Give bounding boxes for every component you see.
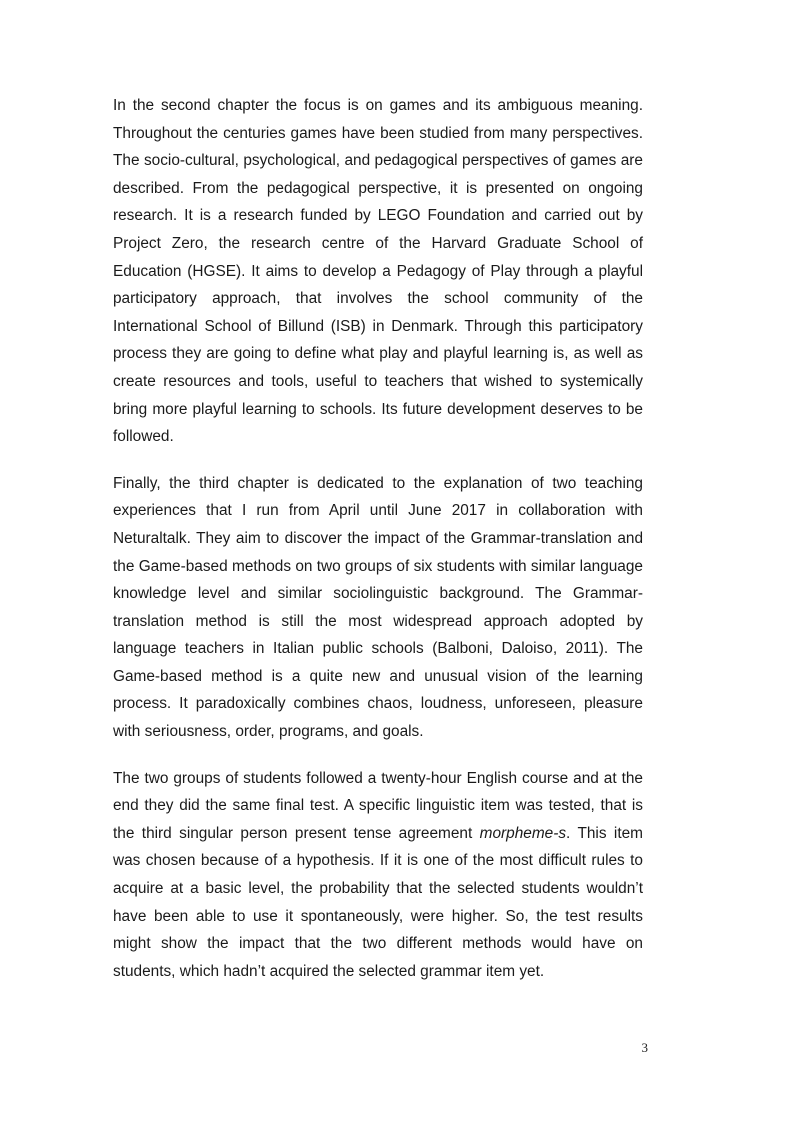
paragraph-test-description — [113, 765, 643, 986]
italic-term: morpheme-s — [479, 824, 567, 842]
page-number: 3 — [641, 1040, 648, 1055]
paragraph-text-after: . This item was chosen because of a hypothesis. If it is one of the most difficult rules to acquire at a basic level, the probability that the selected students wouldn’t have been able to use it spontaneously, were higher. So, the test results might show the impact that the two different methods would have on students, which hadn’t acquired the selected grammar item yet. — [113, 824, 643, 980]
paragraph-third-chapter: Finally, the third chapter is dedicated to the explanation of two teaching experiences that I run from April until June 2017 in collaboration with Neturaltalk. They aim to discover the impact of the Grammar-translation and the Game-based methods on two groups of six students with similar language knowledge level and similar sociolinguistic background. The Grammar-translation method is still the most widespread approach adopted by language teachers in Italian public schools (Balboni, Daloiso, 2011). The Game-based method is a quite new and unusual vision of the learning process. It paradoxically combines chaos, loudness, unforeseen, pleasure with seriousness, order, programs, and goals. — [113, 474, 643, 741]
paragraph-second-chapter: In the second chapter the focus is on games and its ambiguous meaning. Throughout the centuries games have been studied from many perspectives. The socio-cultural, psychological, and pedagogical perspectives of games are described. From the pedagogical perspective, it is presented on ongoing research. It is a research funded by LEGO Foundation and carried out by Project Zero, the research centre of the Harvard Graduate School of Education (HGSE). It aims to develop a Pedagogy of Play through a playful participatory approach, that involves the school community of the International School of Billund (ISB) in Denmark. Through this participatory process they are going to define what play and playful learning is, as well as create resources and tools, useful to teachers that wished to systemically bring more playful learning to schools. Its future development deserves to be followed. — [113, 97, 643, 446]
body-text — [113, 92, 643, 1004]
paragraph-text-before: The two groups of students followed a twenty-hour English course and at the end they did the same final test. A specific linguistic item was tested, that is the third singular person present tense agreement — [113, 769, 643, 842]
